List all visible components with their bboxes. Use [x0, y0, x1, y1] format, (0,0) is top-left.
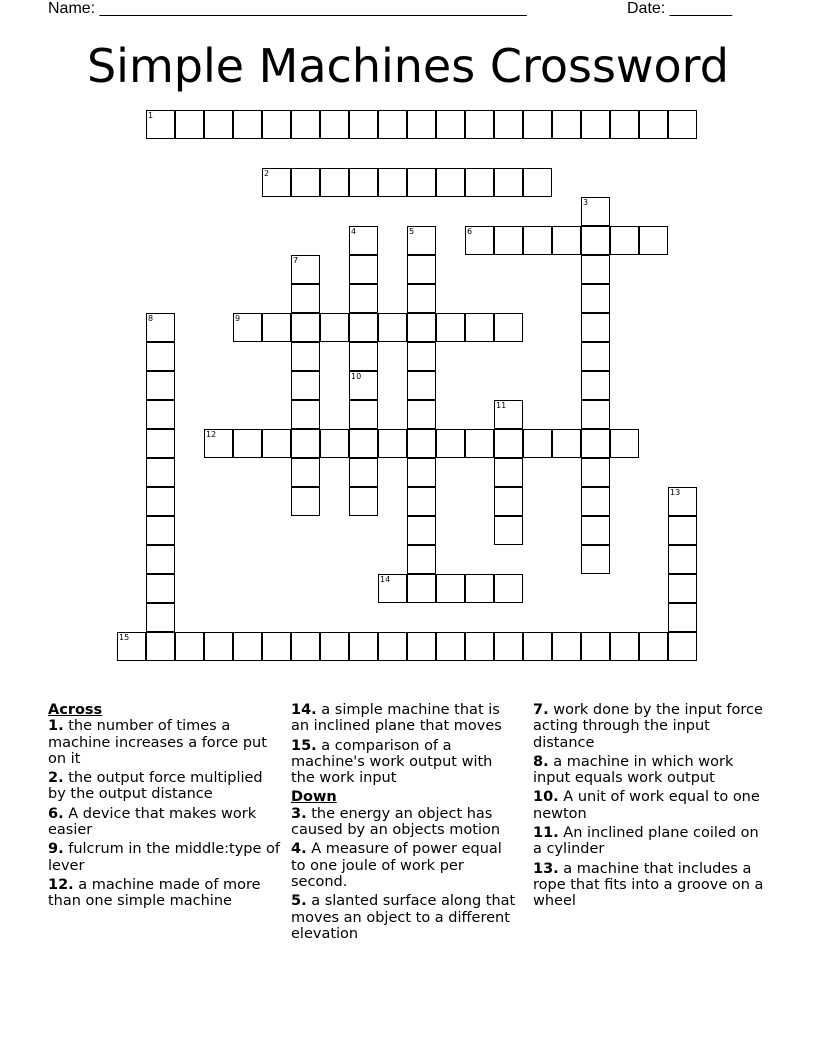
- grid-cell[interactable]: [494, 458, 523, 487]
- grid-cell[interactable]: [407, 487, 436, 516]
- grid-cell[interactable]: [668, 603, 697, 632]
- grid-cell[interactable]: [407, 632, 436, 661]
- grid-cell[interactable]: [552, 632, 581, 661]
- clues-column-1: [48, 702, 283, 913]
- grid-cell[interactable]: [291, 313, 320, 342]
- grid-cell[interactable]: [407, 110, 436, 139]
- clue-item-text: a machine in which work input equals work output: [533, 753, 734, 787]
- clues-column-2: [291, 702, 516, 945]
- grid-cell[interactable]: [146, 400, 175, 429]
- grid-cell[interactable]: [378, 574, 407, 603]
- grid-cell[interactable]: [378, 632, 407, 661]
- clue-item-text: a comparison of a machine's work output with the work input: [291, 737, 493, 787]
- clue-number: 13: [670, 488, 681, 497]
- grid-cell[interactable]: [204, 632, 233, 661]
- clue-number: 5: [409, 227, 415, 236]
- grid-cell[interactable]: [494, 110, 523, 139]
- grid-cell[interactable]: [349, 429, 378, 458]
- grid-cell[interactable]: [668, 574, 697, 603]
- grid-cell[interactable]: [204, 110, 233, 139]
- grid-cell[interactable]: [494, 632, 523, 661]
- grid-cell[interactable]: [146, 371, 175, 400]
- grid-cell[interactable]: [494, 313, 523, 342]
- clue-item-number: 2.: [48, 770, 64, 787]
- grid-cell[interactable]: [378, 168, 407, 197]
- grid-cell[interactable]: [668, 545, 697, 574]
- grid-cell[interactable]: [349, 342, 378, 371]
- grid-cell[interactable]: [117, 632, 146, 661]
- grid-cell[interactable]: [581, 400, 610, 429]
- grid-cell[interactable]: [320, 110, 349, 139]
- grid-cell[interactable]: [407, 516, 436, 545]
- clue-item: [533, 861, 768, 910]
- clue-item-number: 6.: [48, 805, 64, 822]
- grid-cell[interactable]: [349, 255, 378, 284]
- grid-cell[interactable]: [407, 400, 436, 429]
- grid-cell[interactable]: [465, 226, 494, 255]
- clue-item-text: a machine that includes a rope that fits into a groove on a wheel: [533, 860, 764, 910]
- grid-cell[interactable]: [523, 110, 552, 139]
- grid-cell[interactable]: [494, 487, 523, 516]
- grid-cell[interactable]: [639, 110, 668, 139]
- grid-cell[interactable]: [320, 313, 349, 342]
- grid-cell[interactable]: [204, 429, 233, 458]
- date-blank[interactable]: _______: [669, 0, 732, 17]
- grid-cell[interactable]: [320, 168, 349, 197]
- grid-cell[interactable]: [581, 429, 610, 458]
- clue-item: [48, 770, 283, 803]
- grid-cell[interactable]: [262, 429, 291, 458]
- grid-cell[interactable]: [291, 371, 320, 400]
- grid-cell[interactable]: [581, 458, 610, 487]
- clue-item-text: a slanted surface along that moves an object to a different elevation: [291, 893, 516, 942]
- grid-cell[interactable]: [494, 516, 523, 545]
- clue-item-text: a simple machine that is an inclined plane that moves: [291, 702, 502, 735]
- grid-cell[interactable]: [581, 255, 610, 284]
- grid-cell[interactable]: [320, 429, 349, 458]
- grid-cell[interactable]: [407, 168, 436, 197]
- clue-item-text: the output force multiplied by the output distance: [48, 770, 263, 803]
- clue-item-number: 13.: [533, 860, 559, 877]
- grid-cell[interactable]: [494, 429, 523, 458]
- clue-item: [48, 877, 283, 910]
- page-title: Simple Machines Crossword: [86, 39, 729, 93]
- clue-item-number: 3.: [291, 805, 307, 822]
- grid-cell[interactable]: [465, 632, 494, 661]
- grid-cell[interactable]: [552, 226, 581, 255]
- grid-cell[interactable]: [552, 110, 581, 139]
- clue-number: 4: [351, 227, 357, 236]
- grid-cell[interactable]: [610, 110, 639, 139]
- clue-item-number: 9.: [48, 841, 64, 858]
- grid-cell[interactable]: [146, 603, 175, 632]
- grid-cell[interactable]: [581, 516, 610, 545]
- clue-item-text: the number of times a machine increases a force put on it: [48, 718, 267, 767]
- grid-cell[interactable]: [436, 110, 465, 139]
- grid-cell[interactable]: [146, 545, 175, 574]
- clue-item-number: 5.: [291, 893, 307, 910]
- grid-cell[interactable]: [465, 574, 494, 603]
- grid-cell[interactable]: [494, 168, 523, 197]
- clue-number: 14: [380, 575, 391, 584]
- clue-number: 3: [583, 198, 589, 207]
- grid-cell[interactable]: [581, 110, 610, 139]
- grid-cell[interactable]: [581, 487, 610, 516]
- across-heading: Across: [48, 702, 103, 718]
- grid-cell[interactable]: [291, 429, 320, 458]
- grid-cell[interactable]: [291, 458, 320, 487]
- grid-cell[interactable]: [146, 342, 175, 371]
- grid-cell[interactable]: [668, 632, 697, 661]
- grid-cell[interactable]: [407, 371, 436, 400]
- clue-item-number: 14.: [291, 702, 317, 718]
- grid-cell[interactable]: [291, 487, 320, 516]
- grid-cell[interactable]: [581, 313, 610, 342]
- clue-item: [533, 754, 768, 787]
- grid-cell[interactable]: [523, 429, 552, 458]
- grid-cell[interactable]: [175, 110, 204, 139]
- clue-item-text: A device that makes work easier: [48, 805, 257, 839]
- grid-cell[interactable]: [146, 429, 175, 458]
- clue-item: [291, 841, 516, 890]
- grid-cell[interactable]: [407, 284, 436, 313]
- grid-cell[interactable]: [639, 632, 668, 661]
- grid-cell[interactable]: [378, 110, 407, 139]
- date-label: Date:: [627, 0, 670, 17]
- clue-item: [48, 841, 283, 874]
- grid-cell[interactable]: [349, 226, 378, 255]
- clue-item-number: 1.: [48, 718, 64, 735]
- grid-cell[interactable]: [349, 168, 378, 197]
- clue-item-number: 8.: [533, 753, 549, 770]
- grid-cell[interactable]: [494, 574, 523, 603]
- grid-cell[interactable]: [407, 458, 436, 487]
- clue-number: 12: [206, 430, 217, 439]
- grid-cell[interactable]: [291, 110, 320, 139]
- grid-cell[interactable]: [262, 632, 291, 661]
- grid-cell[interactable]: [146, 632, 175, 661]
- clue-number: 6: [467, 227, 473, 236]
- grid-cell[interactable]: [407, 545, 436, 574]
- grid-cell[interactable]: [146, 516, 175, 545]
- clue-number: 1: [148, 111, 154, 120]
- grid-cell[interactable]: [291, 400, 320, 429]
- clue-item-number: 7.: [533, 702, 549, 718]
- grid-cell[interactable]: [146, 110, 175, 139]
- clue-item-number: 15.: [291, 737, 317, 754]
- grid-cell[interactable]: [291, 632, 320, 661]
- clue-number: 2: [264, 169, 270, 178]
- grid-cell[interactable]: [146, 487, 175, 516]
- grid-cell[interactable]: [639, 226, 668, 255]
- clue-item: [533, 825, 768, 858]
- grid-cell[interactable]: [668, 516, 697, 545]
- grid-cell[interactable]: [407, 574, 436, 603]
- grid-cell[interactable]: [581, 197, 610, 226]
- grid-cell[interactable]: [349, 400, 378, 429]
- name-label: Name:: [48, 0, 100, 17]
- down-heading: Down: [291, 789, 337, 806]
- clue-item-number: 4.: [291, 841, 307, 858]
- clue-item: [291, 738, 516, 787]
- grid-cell[interactable]: [436, 632, 465, 661]
- clue-number: 7: [293, 256, 299, 265]
- grid-cell[interactable]: [581, 632, 610, 661]
- grid-cell[interactable]: [262, 168, 291, 197]
- clue-item: [291, 806, 516, 839]
- clue-item-text: An inclined plane coiled on a cylinder: [533, 825, 759, 858]
- grid-cell[interactable]: [291, 168, 320, 197]
- clue-item-text: a machine made of more than one simple machine: [48, 876, 261, 910]
- clue-item-number: 10.: [533, 789, 559, 806]
- clue-item: [48, 718, 283, 767]
- grid-cell[interactable]: [291, 284, 320, 313]
- grid-cell[interactable]: [610, 429, 639, 458]
- grid-cell[interactable]: [349, 313, 378, 342]
- grid-cell[interactable]: [581, 342, 610, 371]
- grid-cell[interactable]: [581, 284, 610, 313]
- grid-cell[interactable]: [378, 313, 407, 342]
- clue-item: [533, 789, 768, 822]
- grid-cell[interactable]: [668, 487, 697, 516]
- grid-cell[interactable]: [349, 632, 378, 661]
- grid-cell[interactable]: [581, 371, 610, 400]
- grid-cell[interactable]: [407, 429, 436, 458]
- grid-cell[interactable]: [262, 313, 291, 342]
- grid-cell[interactable]: [349, 371, 378, 400]
- grid-cell[interactable]: [465, 168, 494, 197]
- grid-cell[interactable]: [523, 168, 552, 197]
- grid-cell[interactable]: [465, 110, 494, 139]
- grid-cell[interactable]: [523, 226, 552, 255]
- grid-cell[interactable]: [233, 110, 262, 139]
- grid-cell[interactable]: [523, 632, 552, 661]
- clue-item: [291, 702, 516, 735]
- grid-cell[interactable]: [349, 110, 378, 139]
- clue-number: 11: [496, 401, 507, 410]
- clue-item: [291, 893, 516, 942]
- clue-item-text: A unit of work equal to one newton: [533, 789, 760, 822]
- clues-column-3: [533, 702, 768, 913]
- clue-item-text: A measure of power equal to one joule of work per second.: [291, 841, 502, 890]
- grid-cell[interactable]: [233, 313, 262, 342]
- grid-cell[interactable]: [465, 429, 494, 458]
- grid-cell[interactable]: [436, 574, 465, 603]
- clue-item-number: 11.: [533, 825, 559, 842]
- grid-cell[interactable]: [146, 313, 175, 342]
- grid-cell[interactable]: [668, 110, 697, 139]
- grid-cell[interactable]: [436, 429, 465, 458]
- grid-cell[interactable]: [494, 226, 523, 255]
- name-blank[interactable]: ________________________________________________: [99, 0, 527, 17]
- grid-cell[interactable]: [407, 342, 436, 371]
- grid-cell[interactable]: [407, 255, 436, 284]
- grid-cell[interactable]: [581, 545, 610, 574]
- grid-cell[interactable]: [291, 342, 320, 371]
- grid-cell[interactable]: [262, 110, 291, 139]
- grid-cell[interactable]: [436, 313, 465, 342]
- grid-cell[interactable]: [233, 632, 262, 661]
- clue-item-text: fulcrum in the middle:type of lever: [48, 841, 281, 874]
- grid-cell[interactable]: [233, 429, 262, 458]
- grid-cell[interactable]: [581, 226, 610, 255]
- grid-cell[interactable]: [175, 632, 204, 661]
- grid-cell[interactable]: [320, 632, 349, 661]
- grid-cell[interactable]: [349, 458, 378, 487]
- grid-cell[interactable]: [349, 487, 378, 516]
- clue-number: 9: [235, 314, 241, 323]
- clue-number: 8: [148, 314, 154, 323]
- grid-cell[interactable]: [494, 400, 523, 429]
- clue-item-text: the energy an object has caused by an objects motion: [291, 805, 501, 839]
- clue-item-text: work done by the input force acting through the input distance: [533, 702, 763, 751]
- grid-cell[interactable]: [552, 429, 581, 458]
- grid-cell[interactable]: [349, 284, 378, 313]
- grid-cell[interactable]: [465, 313, 494, 342]
- grid-cell[interactable]: [407, 313, 436, 342]
- grid-cell[interactable]: [610, 226, 639, 255]
- grid-cell[interactable]: [291, 255, 320, 284]
- clue-number: 10: [351, 372, 362, 381]
- clue-item-number: 12.: [48, 876, 74, 893]
- grid-cell[interactable]: [146, 574, 175, 603]
- grid-cell[interactable]: [436, 168, 465, 197]
- grid-cell[interactable]: [407, 226, 436, 255]
- grid-cell[interactable]: [146, 458, 175, 487]
- grid-cell[interactable]: [610, 632, 639, 661]
- clue-item: [48, 806, 283, 839]
- grid-cell[interactable]: [378, 429, 407, 458]
- clue-item: [533, 702, 768, 751]
- clue-number: 15: [119, 633, 130, 642]
